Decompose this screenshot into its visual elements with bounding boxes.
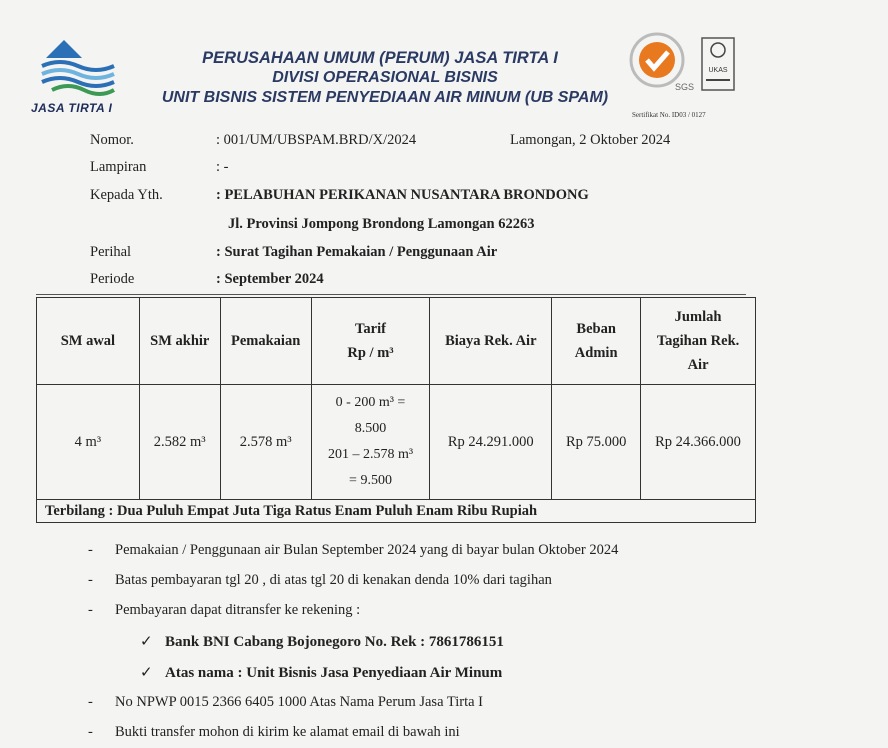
perihal-value: : Surat Tagihan Pemakaian / Penggunaan Air [216, 244, 498, 260]
periode-label: Periode [90, 271, 135, 287]
header-jumlah: Jumlah Tagihan Rek. Air [641, 298, 756, 385]
cell-beban: Rp 75.000 [552, 385, 641, 500]
nomor-value: : 001/UM/UBSPAM.BRD/X/2024 [216, 132, 417, 148]
perihal-label: Perihal [90, 244, 132, 260]
kepada-label: Kepada Yth. [90, 187, 163, 203]
cell-biaya: Rp 24.291.000 [430, 385, 552, 500]
company-name: PERUSAHAAN UMUM (PERUM) JASA TIRTA I [202, 49, 558, 67]
logo-text: JASA TIRTA I [31, 101, 113, 115]
ukas-badge [700, 36, 736, 92]
header-pemakaian: Pemakaian [220, 298, 311, 385]
nomor-label: Nomor. [90, 132, 134, 148]
recipient-address: Jl. Provinsi Jompong Brondong Lamongan 62263 [228, 216, 535, 232]
cell-pemakaian: 2.578 m³ [220, 385, 311, 500]
cell-jumlah: Rp 24.366.000 [641, 385, 756, 500]
table-header-row [37, 298, 756, 385]
kepada-value: : PELABUHAN PERIKANAN NUSANTARA BRONDONG [216, 187, 589, 203]
certificate-number: Sertifikat No. ID03 / 0127 [632, 111, 706, 119]
division-name: DIVISI OPERASIONAL BISNIS [272, 69, 498, 86]
check-icon: ✓ [140, 634, 153, 650]
account-name-item: ✓ Atas nama : Unit Bisnis Jasa Penyediaan Air Minum [140, 665, 503, 681]
terbilang-row [37, 500, 756, 523]
terbilang-text: Terbilang : Dua Puluh Empat Juta Tiga Ratus Enam Puluh Enam Ribu Rupiah [37, 500, 756, 523]
header-tarif: Tarif Rp / m³ [311, 298, 430, 385]
header-beban: Beban Admin [552, 298, 641, 385]
unit-name: UNIT BISNIS SISTEM PENYEDIAAN AIR MINUM (UB SPAM) [161, 89, 609, 106]
ukas-label: UKAS [708, 67, 728, 74]
periode-value: : September 2024 [216, 271, 324, 287]
sgs-certification-badge [625, 30, 695, 96]
billing-table [36, 297, 756, 523]
table-row [37, 385, 756, 500]
cell-tarif: 0 - 200 m³ = 8.500 201 – 2.578 m³ = 9.500 [311, 385, 430, 500]
check-icon: ✓ [140, 665, 153, 681]
sgs-label: SGS [675, 82, 695, 92]
list-item: - No NPWP 0015 2366 6405 1000 Atas Nama Perum Jasa Tirta I [88, 694, 483, 710]
list-item: - Batas pembayaran tgl 20 , di atas tgl 20 di kenakan denda 10% dari tagihan [88, 572, 552, 588]
header-sm-awal: SM awal [37, 298, 140, 385]
lampiran-label: Lampiran [90, 159, 147, 175]
lampiran-value: : - [216, 159, 229, 175]
list-item: - Bukti transfer mohon di kirim ke alamat email di bawah ini [88, 724, 460, 740]
cell-sm-akhir: 2.582 m³ [139, 385, 220, 500]
list-item: - Pembayaran dapat ditransfer ke rekening : [88, 602, 361, 618]
bank-account-item: ✓ Bank BNI Cabang Bojonegoro No. Rek : 7861786151 [140, 634, 504, 650]
cell-sm-awal: 4 m³ [37, 385, 140, 500]
header-biaya: Biaya Rek. Air [430, 298, 552, 385]
list-item: - Pemakaian / Penggunaan air Bulan September 2024 yang di bayar bulan Oktober 2024 [88, 542, 619, 558]
jasa-tirta-logo [38, 38, 116, 100]
header-sm-akhir: SM akhir [139, 298, 220, 385]
table-top-rule [36, 294, 746, 295]
letter-date: Lamongan, 2 Oktober 2024 [510, 132, 671, 148]
